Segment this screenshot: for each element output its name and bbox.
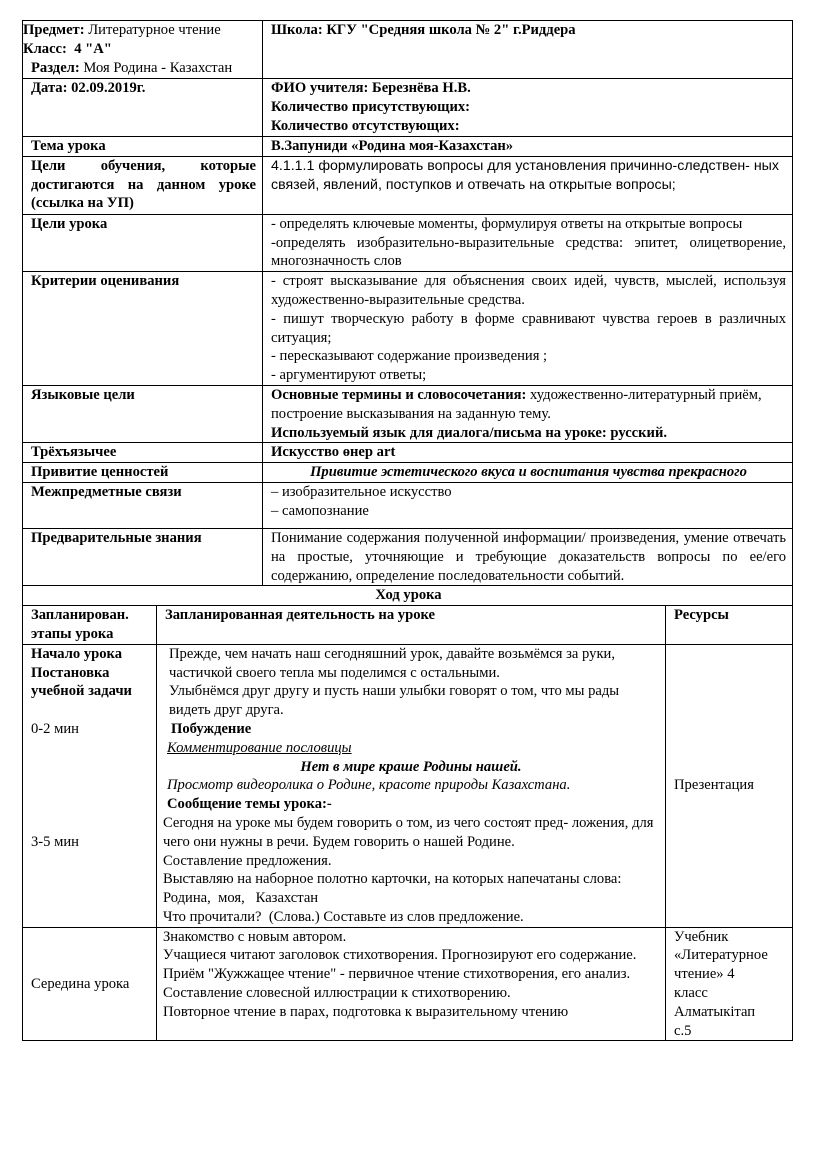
teacher-name: ФИО учителя: Березнёва Н.В. — [271, 80, 471, 96]
topic-text: Сегодня на уроке мы будем говорить о том, из чего состоят пред- ложения, для чего они нужны в речи. Будем говорить о нашей Родине. — [163, 814, 654, 850]
middle-activity-cell — [157, 927, 666, 1041]
resource-line: Учебник — [674, 928, 729, 945]
date-cell: Дата: 02.09.2019г. — [23, 79, 263, 137]
cross-subject-item: – самопознание — [271, 502, 369, 519]
values-row — [23, 463, 793, 483]
cross-subject-label: Межпредметные связи — [23, 482, 263, 528]
proverb: Нет в мире краше Родины нашей. — [300, 758, 522, 775]
subject-label: Предмет: — [23, 22, 85, 38]
values-value: Привитие эстетического вкуса и воспитания чувства прекрасного — [263, 463, 793, 483]
topic-row — [23, 137, 793, 157]
class-value: 4 "А" — [74, 40, 112, 57]
time-range: 0-2 мин — [31, 720, 79, 737]
teacher-cell — [263, 79, 793, 137]
activity-line: Составление словесной иллюстрации к стихотворению. — [163, 985, 511, 1002]
sentence-text: Составление предложения. — [163, 852, 332, 869]
start-stage-cell — [23, 644, 157, 927]
terms-value: художественно-литературный приём, построение высказывания на заданную тему. — [271, 386, 762, 422]
lesson-goals-value — [263, 214, 793, 271]
lesson-info-table — [22, 20, 793, 586]
language-goals-row — [23, 385, 793, 442]
activity-line: Знакомство с новым автором. — [163, 928, 347, 945]
cards-text: Выставляю на наборное полотно карточки, на которых напечатаны слова: Родина, моя, Казахстан — [163, 871, 644, 907]
resources-header: Ресурсы — [666, 606, 793, 645]
activity-line: Приём "Жужжащее чтение" - первичное чтение стихотворения, его анализ. — [163, 966, 631, 983]
activity-line: Учащиеся читают заголовок стихотворения. Прогнозируют его содержание. — [163, 947, 637, 964]
lesson-goal: -определять изобразительно-выразительные средства: эпитет, олицетворение, многозначность слов — [271, 234, 786, 270]
language-line: Используемый язык для диалога/письма на уроке: русский. — [271, 424, 668, 441]
values-label: Привитие ценностей — [23, 463, 263, 483]
absent-count-label: Количество отсутствующих: — [271, 117, 460, 134]
time-range: 3-5 мин — [31, 833, 79, 850]
resource-line: с.5 — [674, 1022, 692, 1039]
learning-goals-label: Цели обучения, которые достигаются на данном уроке (ссылка на УП) — [23, 156, 263, 214]
header-row-1 — [23, 21, 793, 79]
video-text: Просмотр видеоролика о Родине, красоте природы Казахстана. — [167, 777, 571, 794]
start-activity-cell — [157, 644, 666, 927]
section-value: Моя Родина - Казахстан — [83, 59, 233, 76]
lesson-flow-title-row — [23, 586, 793, 606]
activity-line: Повторное чтение в парах, подготовка к выразительному чтению — [163, 1003, 569, 1020]
cross-subject-item: – изобразительное искусство — [271, 483, 452, 500]
criterion: - пишут творческую работу в форме сравнивают чувства героев в различных ситуация; — [271, 310, 786, 346]
middle-resource-cell — [666, 927, 793, 1041]
lesson-plan-document — [22, 20, 792, 1041]
lesson-middle-row — [23, 927, 793, 1041]
criteria-label: Критерии оценивания — [23, 272, 263, 386]
motivation-heading: Побуждение — [171, 720, 252, 737]
section-label: Раздел: — [31, 59, 80, 76]
stage-title: Начало урока — [31, 645, 123, 662]
criteria-row — [23, 272, 793, 386]
intro-text: Улыбнёмся друг другу и пусть наши улыбки говорят о том, что мы рады видеть друг друга. — [169, 683, 620, 719]
topic-value: В.Запуниди «Родина моя-Казахстан» — [263, 137, 793, 157]
school-cell: Школа: КГУ "Средняя школа № 2" г.Риддера — [263, 21, 793, 79]
resource-line: чтение» 4 — [674, 966, 735, 983]
trilingual-label: Трёхъязычее — [23, 443, 263, 463]
lesson-start-row — [23, 644, 793, 927]
trilingual-value: Искусство өнер art — [263, 443, 793, 463]
resource-line: Алматыкітап — [674, 1003, 756, 1020]
learning-goals-value: 4.1.1.1 формулировать вопросы для установления причинно-следствен- ных связей, явлений, поступков и отвечать на открытые вопросы; — [263, 156, 793, 214]
prior-knowledge-row — [23, 528, 793, 585]
prior-knowledge-value: Понимание содержания полученной информации/ произведения, умение отвечать на простые, уточняющие и требующие доказательств вопросы по ее/его содержанию, определение последовательности событий. — [263, 528, 793, 585]
lesson-flow-header-row — [23, 606, 793, 645]
prior-knowledge-label: Предварительные знания — [23, 528, 263, 585]
subject-value: Литературное чтение — [88, 22, 221, 38]
criterion: - аргументируют ответы; — [271, 367, 427, 384]
trilingual-row — [23, 443, 793, 463]
terms-label: Основные термины и словосочетания: — [271, 386, 527, 403]
topic-label: Тема урока — [23, 137, 263, 157]
stages-header: Запланирован. этапы урока — [23, 606, 157, 645]
start-resource-cell: Презентация — [666, 644, 793, 927]
present-count-label: Количество присутствующих: — [271, 98, 471, 115]
intro-text: Прежде, чем начать наш сегодняшний урок, давайте возьмёмся за руки, частичкой своего тепла мы поделимся с остальными. — [169, 645, 615, 681]
language-goals-label: Языковые цели — [23, 385, 263, 442]
criteria-value — [263, 272, 793, 386]
topic-message-heading: Сообщение темы урока:- — [167, 796, 332, 813]
middle-stage-cell: Середина урока — [23, 927, 157, 1041]
lesson-goals-label: Цели урока — [23, 214, 263, 271]
lesson-flow-title: Ход урока — [23, 586, 793, 606]
header-row-2 — [23, 79, 793, 137]
criterion: - строят высказывание для объяснения своих идей, чувств, мыслей, используя художественно-выразительные средства. — [271, 273, 786, 308]
lesson-goal: - определять ключевые моменты, формулируя ответы на открытые вопросы — [271, 215, 743, 232]
stage-title: учебной задачи — [31, 683, 132, 700]
subject-cell — [23, 21, 263, 79]
stage-title: Постановка — [31, 664, 110, 681]
criterion: - пересказывают содержание произведения ; — [271, 348, 548, 365]
resource-line: «Литературное — [674, 947, 768, 964]
lesson-goals-row — [23, 214, 793, 271]
class-label: Класс: — [23, 40, 67, 57]
language-goals-value — [263, 385, 793, 442]
resource-line: класс — [674, 985, 708, 1002]
cross-subject-row — [23, 482, 793, 528]
lesson-flow-table — [22, 585, 793, 1041]
activity-header: Запланированная деятельность на уроке — [157, 606, 666, 645]
learning-goals-row — [23, 156, 793, 214]
proverb-comment: Комментирование пословицы — [167, 739, 352, 756]
cross-subject-value — [263, 482, 793, 528]
question-text: Что прочитали? (Слова.) Составьте из слов предложение. — [163, 908, 524, 925]
